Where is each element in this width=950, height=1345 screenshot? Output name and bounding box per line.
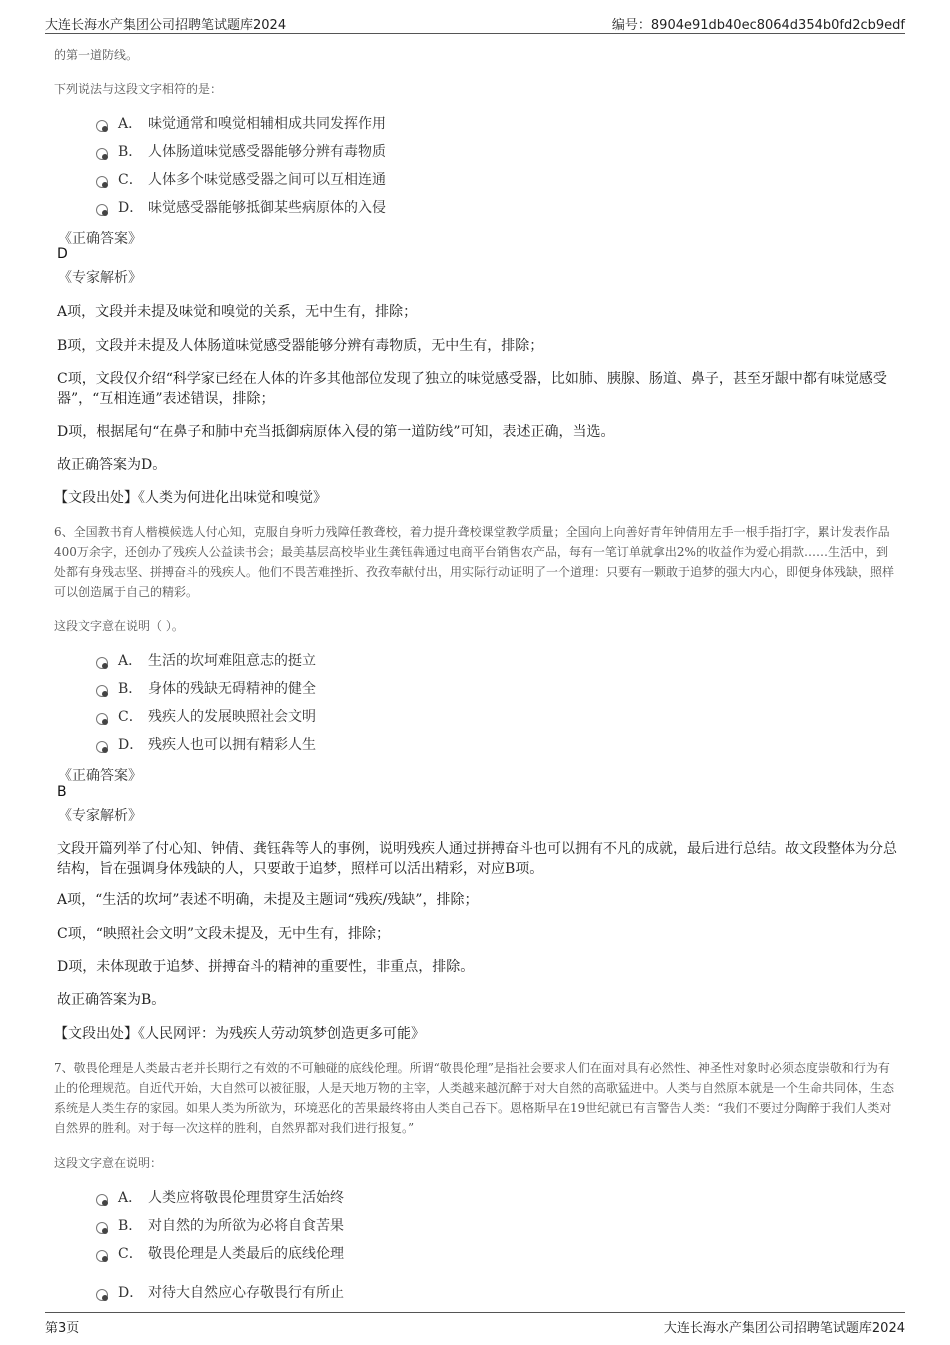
q5-prompt: 下列说法与这段文字相符的是： xyxy=(54,82,223,96)
q5-answer-label: 《正确答案》 xyxy=(58,231,142,247)
q5-explanation-c: C项，文段仅介绍“科学家已经在人体的许多其他部位发现了独立的味觉感受器，比如肺、胰腺、肠道、鼻子，甚至牙龈中都有味觉感受器”，“互相连通”表述错误，排除； xyxy=(57,371,887,407)
q5-explanation-b: B项，文段并未提及人体肠道味觉感受器能够分辨有毒物质，无中生有，排除； xyxy=(57,338,544,354)
q5-analysis-label: 《专家解析》 xyxy=(58,270,142,286)
radio-icon[interactable] xyxy=(96,657,108,669)
q6-conclusion: 故正确答案为B。 xyxy=(57,992,166,1008)
q6-option-d[interactable]: D． 残疾人也可以拥有精彩人生 xyxy=(96,735,316,755)
q6-option-c[interactable]: C． 残疾人的发展映照社会文明 xyxy=(96,707,316,727)
q6-answer-label: 《正确答案》 xyxy=(58,768,142,784)
q6-explanation-d: D项，未体现敢于追梦、拼搏奋斗的精神的重要性，非重点，排除。 xyxy=(57,959,475,975)
footer-title: 大连长海水产集团公司招聘笔试题库2024 xyxy=(663,1321,905,1336)
q7-option-d[interactable]: D． 对待大自然应心存敬畏行有所止 xyxy=(96,1283,344,1303)
radio-icon[interactable] xyxy=(96,1222,108,1234)
q5-explanation-a: A项，文段并未提及味觉和嗅觉的关系，无中生有，排除； xyxy=(57,304,418,320)
q6-answer: B xyxy=(57,784,67,800)
q5-explanation-d: D项，根据尾句“在鼻子和肺中充当抵御病原体入侵的第一道防线”可知，表述正确，当选。 xyxy=(57,424,615,440)
q6-prompt: 这段文字意在说明（ ）。 xyxy=(54,619,184,633)
q5-conclusion: 故正确答案为D。 xyxy=(57,457,167,473)
q5-answer: D xyxy=(57,246,68,262)
q6-explanation-a: A项，“生活的坎坷”表述不明确，未提及主题词“残疾/残缺”，排除； xyxy=(57,892,479,908)
radio-icon[interactable] xyxy=(96,1194,108,1206)
radio-icon[interactable] xyxy=(96,713,108,725)
q5-option-c[interactable]: C． 人体多个味觉感受器之间可以互相连通 xyxy=(96,170,386,190)
page-header xyxy=(45,0,905,34)
radio-icon[interactable] xyxy=(96,148,108,160)
q7-option-c[interactable]: C． 敬畏伦理是人类最后的底线伦理 xyxy=(96,1244,344,1264)
radio-icon[interactable] xyxy=(96,204,108,216)
radio-icon[interactable] xyxy=(96,1289,108,1301)
radio-icon[interactable] xyxy=(96,176,108,188)
radio-icon[interactable] xyxy=(96,1250,108,1262)
q6-text: 6、全国教书育人楷模候选人付心知，克服自身听力残障任教聋校，着力提升聋校课堂教学质量；全国向上向善好青年钟倩用左手一根手指打字，累计发表作品400万余字，还创办了残疾人公益读书会；最美基层高校毕业生龚钰犇通过电商平台销售农产品，每有一笔订单就拿出2%的收益作为爱心捐款……生活中，到处都有身残志坚、拼搏奋斗的残疾人。他们不畏苦难挫折、孜孜奉献付出，用实际行动证明了一个道理：只要有一颗敢于追梦的强大内心，即便身体残缺，照样可以创造属于自己的精彩。 xyxy=(54,525,895,599)
page-footer xyxy=(45,1312,905,1343)
q6-explanation-c: C项，“映照社会文明”文段未提及，无中生有，排除； xyxy=(57,926,391,942)
radio-icon[interactable] xyxy=(96,741,108,753)
q7-option-b[interactable]: B． 对自然的为所欲为必将自食苦果 xyxy=(96,1216,344,1236)
radio-icon[interactable] xyxy=(96,685,108,697)
document-id: 编号：8904e91db40ec8064d354b0fd2cb9edf xyxy=(611,18,905,33)
q6-option-b[interactable]: B． 身体的残缺无碍精神的健全 xyxy=(96,679,316,699)
q7-prompt: 这段文字意在说明： xyxy=(54,1156,163,1170)
q6-source: 【文段出处】《人民网评：为残疾人劳动筑梦创造更多可能》 xyxy=(54,1026,425,1042)
q6-explanation-summary: 文段开篇列举了付心知、钟倩、龚钰犇等人的事例，说明残疾人通过拼搏奋斗也可以拥有不凡的成就，最后进行总结。故文段整体为分总结构，旨在强调身体残缺的人，只要敢于追梦，照样可以活出精彩，对应B项。 xyxy=(57,841,897,877)
q5-continuation: 的第一道防线。 xyxy=(54,48,139,62)
q5-option-d[interactable]: D． 味觉感受器能够抵御某些病原体的入侵 xyxy=(96,198,386,218)
q7-option-a[interactable]: A． 人类应将敬畏伦理贯穿生活始终 xyxy=(96,1188,344,1208)
q6-option-a[interactable]: A． 生活的坎坷难阻意志的挺立 xyxy=(96,651,316,671)
q7-text: 7、敬畏伦理是人类最古老并长期行之有效的不可触碰的底线伦理。所谓“敬畏伦理”是指社会要求人们在面对具有必然性、神圣性对象时必须态度崇敬和行为有止的伦理规范。自近代开始，大自然可以被征服，人是天地万物的主宰，人类越来越沉醉于对大自然的高歌猛进中。人类与自然原本就是一个生命共同体，生态系统是人类生存的家园。如果人类为所欲为，环境恶化的苦果最终将由人类自己吞下。恩格斯早在19世纪就已有言警告人类：“我们不要过分陶醉于我们人类对自然界的胜利。对于每一次这样的胜利，自然界都对我们进行报复。” xyxy=(54,1061,895,1135)
q5-option-b[interactable]: B． 人体肠道味觉感受器能够分辨有毒物质 xyxy=(96,142,386,162)
q5-option-a[interactable]: A． 味觉通常和嗅觉相辅相成共同发挥作用 xyxy=(96,114,386,134)
q5-source: 【文段出处】《人类为何进化出味觉和嗅觉》 xyxy=(54,490,327,506)
page-number: 第3页 xyxy=(45,1321,80,1336)
radio-icon[interactable] xyxy=(96,120,108,132)
header-title: 大连长海水产集团公司招聘笔试题库2024 xyxy=(45,18,287,33)
q6-analysis-label: 《专家解析》 xyxy=(58,808,142,824)
